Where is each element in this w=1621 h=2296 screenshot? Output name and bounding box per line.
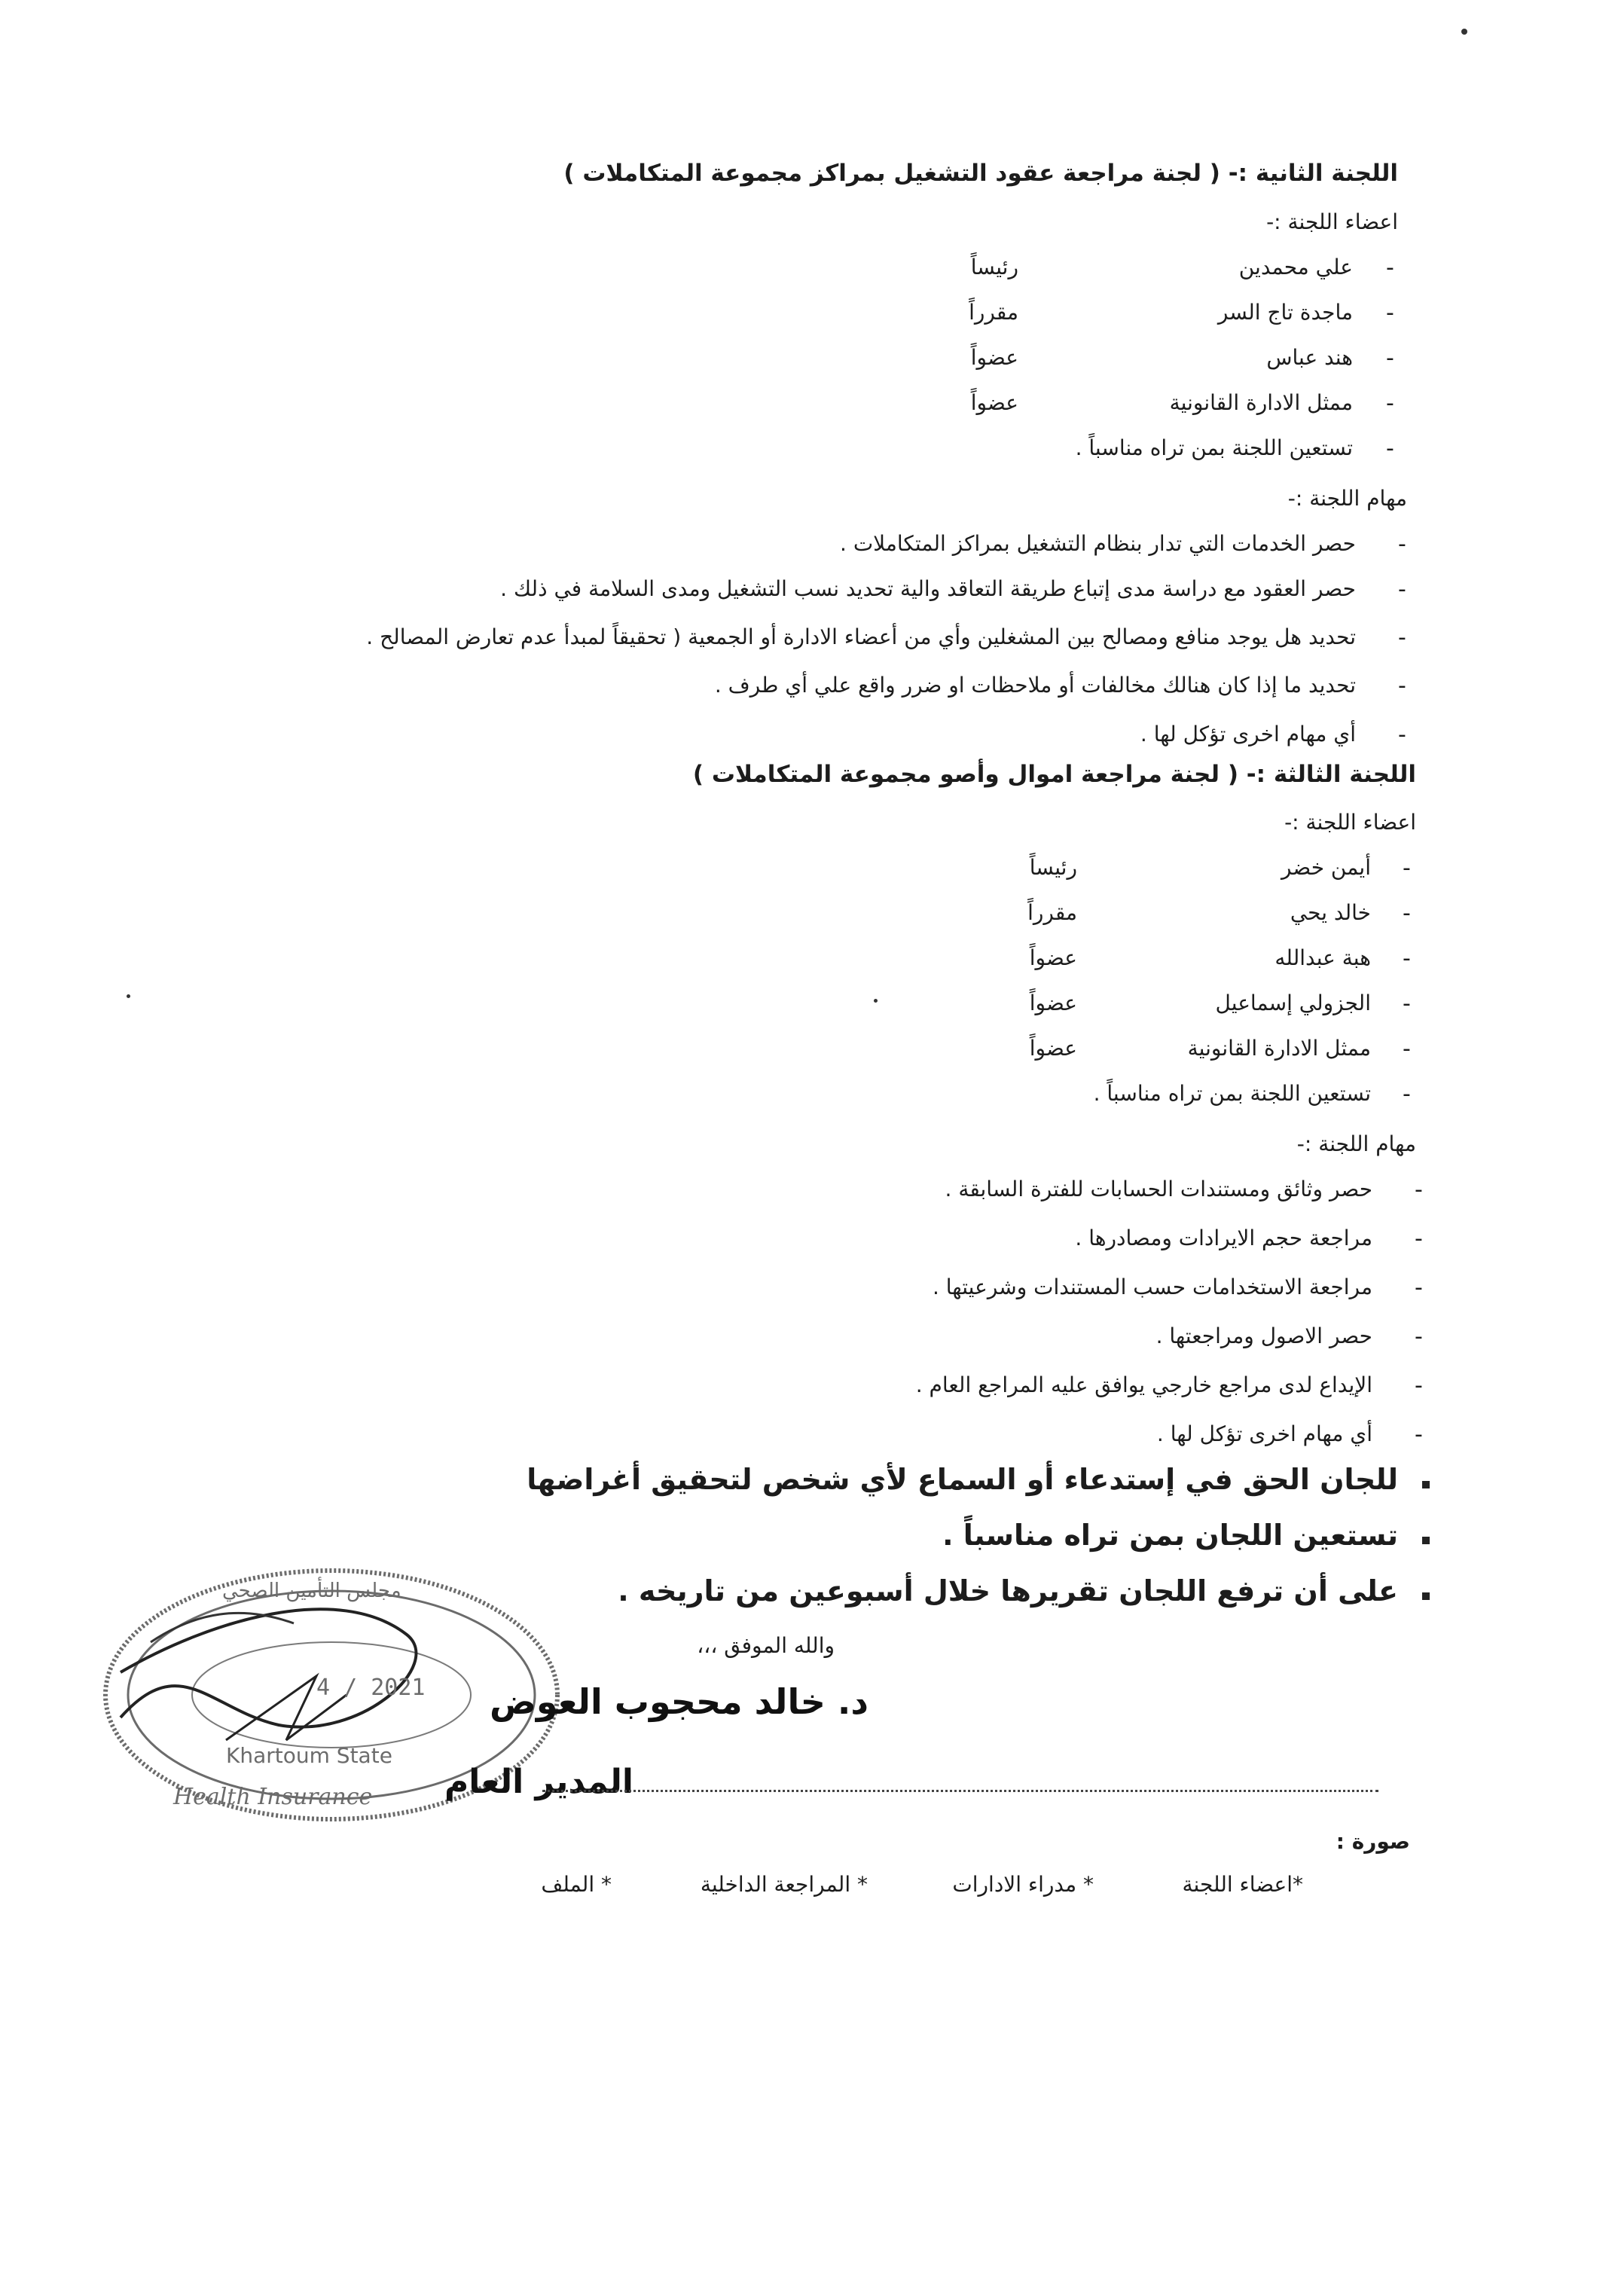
dotted-separator bbox=[542, 1790, 1378, 1792]
dash-bullet: - bbox=[1415, 1177, 1423, 1203]
member-name: ممثل الادارة القانونية bbox=[1187, 1036, 1371, 1061]
member-name: هند عباس bbox=[1266, 345, 1353, 370]
committee3-heading: اللجنة الثالثة :- ( لجنة مراجعة اموال وأصو مجموعة المتكاملات ) bbox=[692, 761, 1416, 788]
member-name: علي محمدين bbox=[1238, 255, 1353, 279]
committee3-tasks-label: مهام اللجنة :- bbox=[1296, 1131, 1416, 1156]
general-clause: تستعين اللجان بمن تراه مناسباً . bbox=[942, 1519, 1398, 1552]
dash-bullet: - bbox=[1403, 855, 1411, 881]
committee2-heading: اللجنة الثانية :- ( لجنة مراجعة عقود التشغيل بمراكز مجموعة المتكاملات ) bbox=[563, 160, 1398, 187]
stamp-date: 4 / 2021 bbox=[316, 1675, 426, 1701]
member-role: عضواً bbox=[970, 390, 1018, 415]
member-role: عضواً bbox=[1029, 945, 1077, 970]
dash-bullet: - bbox=[1415, 1421, 1423, 1448]
dash-bullet: - bbox=[1403, 991, 1411, 1017]
dash-bullet: - bbox=[1415, 1372, 1423, 1399]
signatory-name: د. خالد محجوب العوض bbox=[490, 1681, 869, 1722]
stamp-arabic-arc: مجلس التأمين الصحي bbox=[222, 1580, 401, 1602]
scan-speck bbox=[874, 999, 878, 1003]
member-name: خالد يحي bbox=[1290, 900, 1371, 925]
scan-speck bbox=[127, 994, 130, 998]
dash-bullet: - bbox=[1386, 435, 1394, 462]
dash-bullet: - bbox=[1415, 1226, 1423, 1252]
dash-bullet: - bbox=[1398, 673, 1406, 699]
member-role: رئيساً bbox=[1029, 855, 1077, 880]
member-name: هبة عبدالله bbox=[1275, 945, 1371, 970]
committee3-assist: تستعين اللجنة بمن تراه مناسباً . bbox=[1093, 1081, 1371, 1106]
committee2-members-label: اعضاء اللجنة :- bbox=[1266, 209, 1398, 234]
signatory-title: المدير العام bbox=[444, 1763, 633, 1801]
dash-bullet: - bbox=[1403, 1081, 1411, 1107]
dash-bullet: - bbox=[1386, 255, 1394, 281]
member-name: أيمن خضر bbox=[1281, 855, 1371, 880]
member-name: الجزولي إسماعيل bbox=[1215, 991, 1371, 1015]
dash-bullet: - bbox=[1398, 624, 1406, 651]
square-bullet bbox=[1422, 1537, 1430, 1544]
square-bullet bbox=[1422, 1592, 1430, 1600]
member-name: ممثل الادارة القانونية bbox=[1169, 390, 1353, 415]
closing-line: والله الموفق ،،، bbox=[697, 1633, 835, 1658]
dash-bullet: - bbox=[1403, 900, 1411, 927]
dash-bullet: - bbox=[1415, 1275, 1423, 1301]
task-item: الإيداع لدى مراجع خارجي يوافق عليه المراجع العام . bbox=[915, 1372, 1372, 1397]
task-item: حصر العقود مع دراسة مدى إتباع طريقة التعاقد والية تحديد نسب التشغيل ومدى السلامة في ذلك . bbox=[500, 576, 1356, 601]
copy-recipient: * المراجعة الداخلية bbox=[700, 1872, 868, 1897]
member-role: عضواً bbox=[970, 345, 1018, 370]
committee2-tasks-label: مهام اللجنة :- bbox=[1287, 486, 1407, 511]
copy-label: صورة : bbox=[1336, 1829, 1410, 1854]
dash-bullet: - bbox=[1403, 1036, 1411, 1062]
member-role: عضواً bbox=[1029, 1036, 1077, 1061]
member-name: ماجدة تاج السر bbox=[1217, 300, 1353, 325]
dash-bullet: - bbox=[1398, 531, 1406, 557]
member-role: رئيساً bbox=[970, 255, 1018, 279]
member-role: مقرراً bbox=[1027, 900, 1077, 925]
dash-bullet: - bbox=[1398, 576, 1406, 603]
dash-bullet: - bbox=[1386, 390, 1394, 417]
committee2-assist: تستعين اللجنة بمن تراه مناسباً . bbox=[1075, 435, 1353, 460]
task-item: حصر وثائق ومستندات الحسابات للفترة السابقة . bbox=[945, 1177, 1372, 1201]
member-role: مقرراً bbox=[969, 300, 1018, 325]
committee3-members-label: اعضاء اللجنة :- bbox=[1284, 810, 1416, 835]
dash-bullet: - bbox=[1386, 300, 1394, 326]
dash-bullet: - bbox=[1398, 722, 1406, 748]
task-item: حصر الاصول ومراجعتها . bbox=[1155, 1324, 1372, 1348]
copy-recipient: * الملف bbox=[541, 1872, 612, 1897]
dash-bullet: - bbox=[1403, 945, 1411, 972]
task-item: أي مهام اخرى تؤكل لها . bbox=[1156, 1421, 1372, 1446]
task-item: مراجعة حجم الايرادات ومصادرها . bbox=[1075, 1226, 1372, 1250]
task-item: حصر الخدمات التي تدار بنظام التشغيل بمراكز المتكاملات . bbox=[840, 531, 1356, 556]
copy-recipient: *اعضاء اللجنة bbox=[1182, 1872, 1303, 1897]
task-item: مراجعة الاستخدامات حسب المستندات وشرعيتها . bbox=[932, 1275, 1372, 1299]
general-clause: للجان الحق في إستدعاء أو السماع لأي شخص لتحقيق أغراضها bbox=[527, 1463, 1398, 1496]
task-item: تحديد هل يوجد منافع ومصالح بين المشغلين وأي من أعضاء الادارة أو الجمعية ( تحقيقاً لمبدأ عدم تعارض المصالح . bbox=[366, 624, 1356, 649]
member-role: عضواً bbox=[1029, 991, 1077, 1015]
square-bullet bbox=[1422, 1481, 1430, 1488]
stamp-text-en1: Khartoum State bbox=[226, 1743, 392, 1768]
task-item: أي مهام اخرى تؤكل لها . bbox=[1140, 722, 1356, 747]
dash-bullet: - bbox=[1415, 1324, 1423, 1350]
copy-recipient: * مدراء الادارات bbox=[952, 1872, 1094, 1897]
task-item: تحديد ما إذا كان هنالك مخالفات أو ملاحظات او ضرر واقع علي أي طرف . bbox=[714, 673, 1356, 698]
scan-speck bbox=[1461, 29, 1467, 35]
stamp-text-en2: Health Insurance bbox=[173, 1784, 373, 1810]
general-clause: على أن ترفع اللجان تقريرها خلال أسبوعين من تاريخه . bbox=[618, 1574, 1398, 1608]
dash-bullet: - bbox=[1386, 345, 1394, 371]
